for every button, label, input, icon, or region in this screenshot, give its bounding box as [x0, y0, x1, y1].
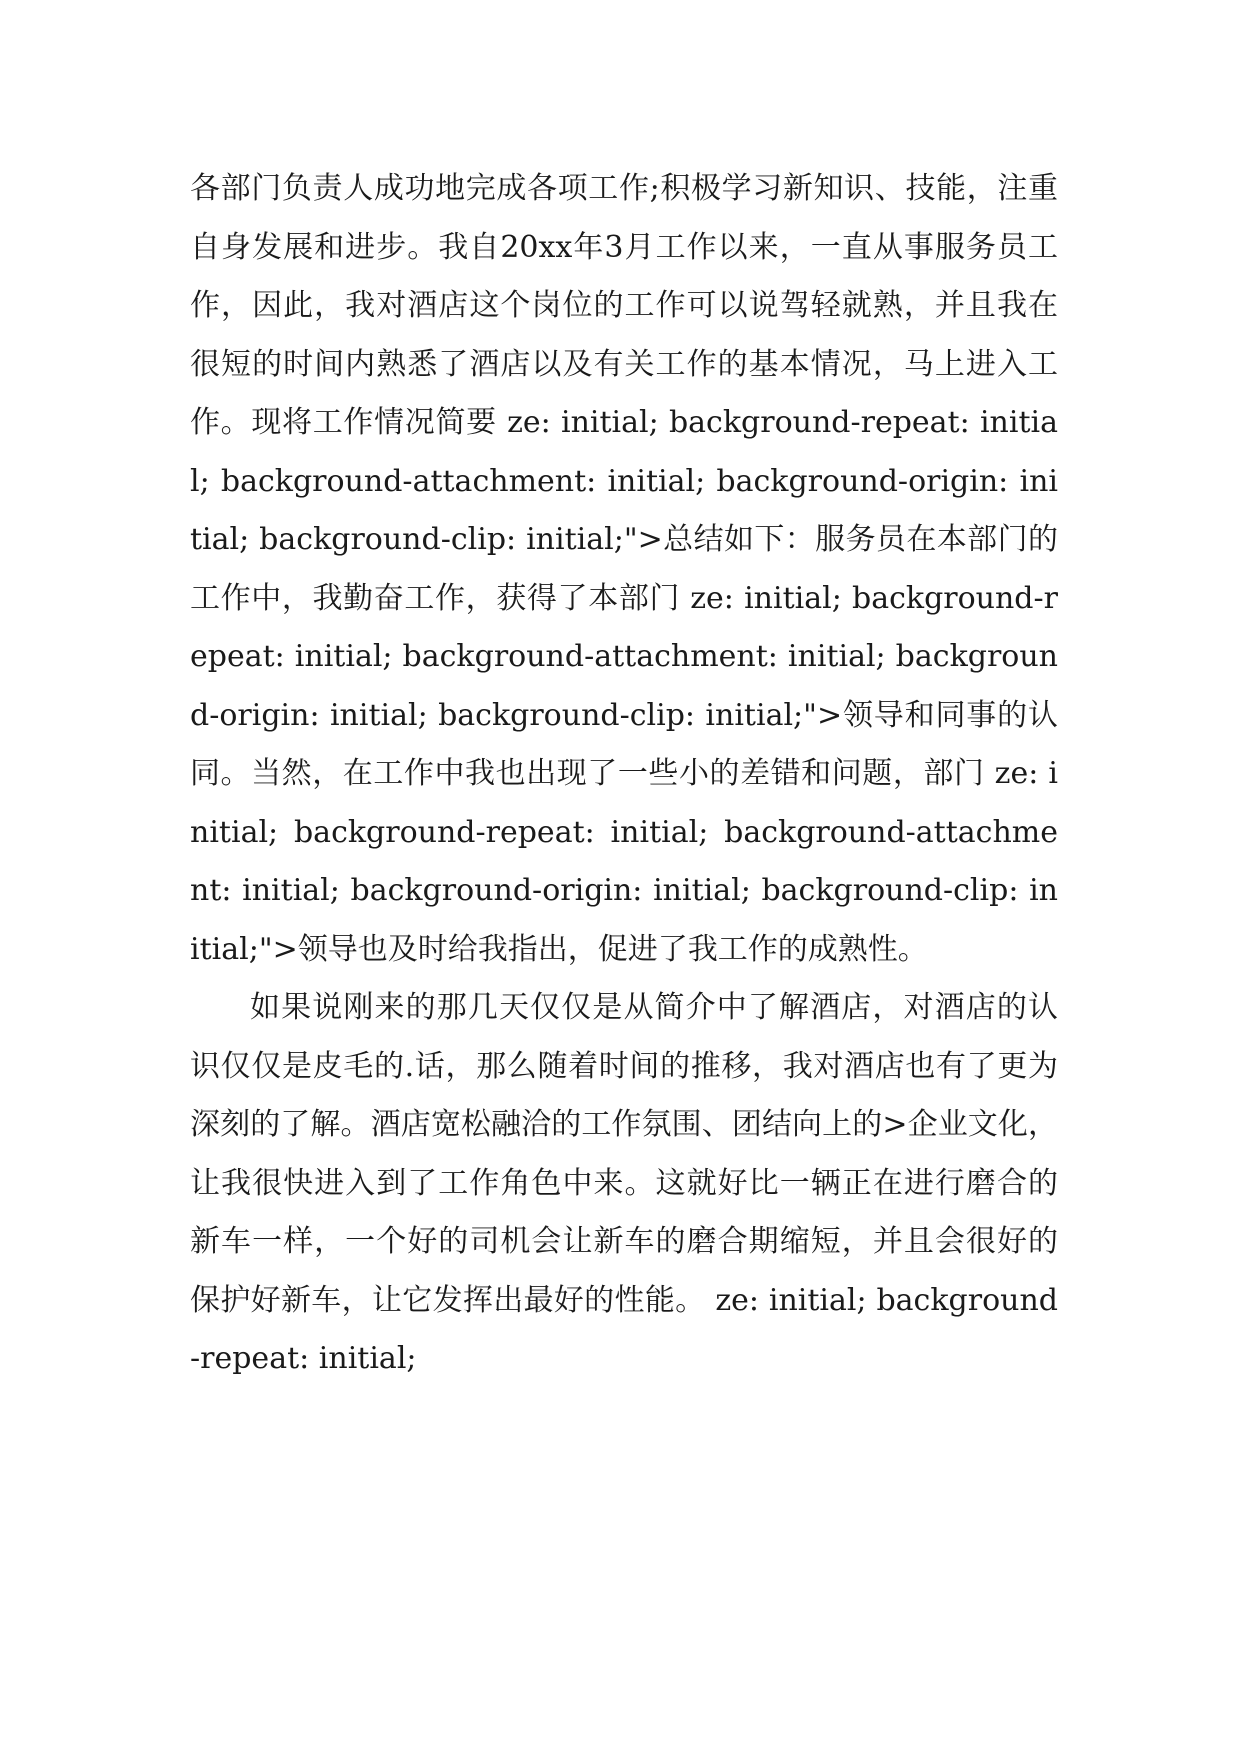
- paragraph-2: 如果说刚来的那几天仅仅是从简介中了解酒店，对酒店的认识仅仅是皮毛的.话，那么随着时间的推移，我对酒店也有了更为深刻的了解。酒店宽松融洽的工作氛围、团结向上的>企业文化，让我很快进入到了工作角色中来。这就好比一辆正在进行磨合的新车一样，一个好的司机会让新车的磨合期缩短，并且会很好的保护好新车，让它发挥出最好的性能。 ze: initial; background-repeat: initial;: [190, 990, 1058, 1376]
- paragraph-1: 各部门负责人成功地完成各项工作;积极学习新知识、技能，注重自身发展和进步。我自20xx年3月工作以来，一直从事服务员工作，因此，我对酒店这个岗位的工作可以说驾轻就熟，并且我在很短的时间内熟悉了酒店以及有关工作的基本情况，马上进入工作。现将工作情况简要 ze: initial; background-repeat: initial; background-attachment: initial; background-origin: initial; background-clip: initial;">总结如下：服务员在本部门的工作中，我勤奋工作，获得了本部门 ze: initial; background-repeat: initial; background-attachment: initial; background-origin: initial; background-clip: initial;">领导和同事的认同。当然，在工作中我也出现了一些小的差错和问题，部门 ze: initial; background-repeat: initial; background-attachment: initial; background-origin: initial; background-clip: initial;">领导也及时给我指出，促进了我工作的成熟性。: [190, 171, 1058, 967]
- document-body: [190, 160, 1058, 1389]
